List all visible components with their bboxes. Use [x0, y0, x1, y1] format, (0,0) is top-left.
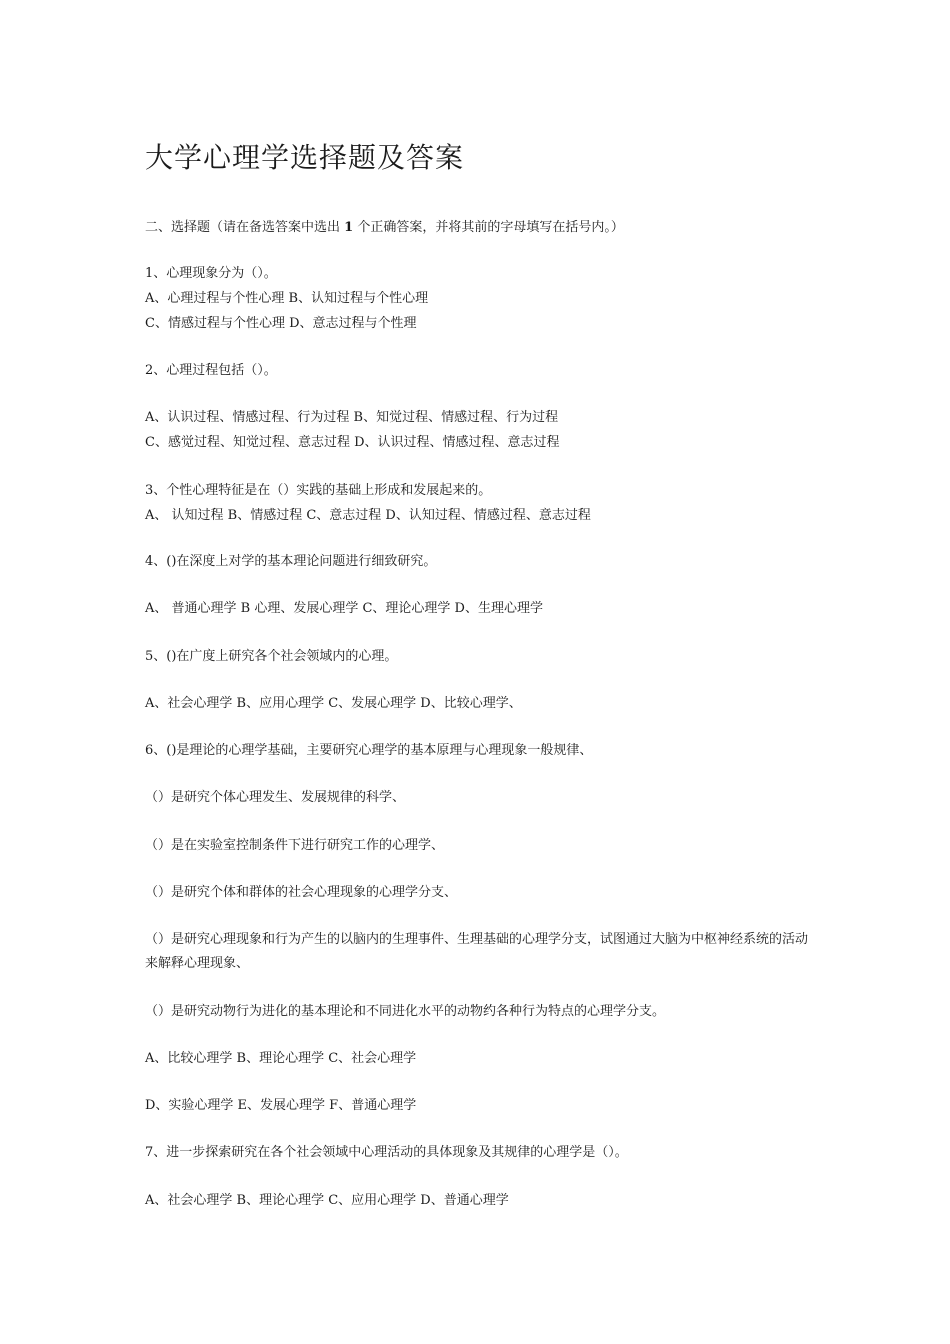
page-title: 大学心理学选择题及答案: [145, 141, 465, 174]
instructions-prefix: 二、选择题（请在备选答案中选出: [145, 220, 341, 235]
question-6-item-3: （）是在实验室控制条件下进行研究工作的心理学、: [145, 838, 445, 853]
question-4-options: A、 普通心理学 B 心理、发展心理学 C、理论心理学 D、生理心理学: [145, 601, 543, 616]
question-6: 6、()是理论的心理学基础，主要研究心理学的基本原理与心理现象一般规律、: [145, 743, 593, 758]
instructions-count: 1: [344, 220, 354, 235]
instructions: [145, 218, 624, 238]
question-5: 5、()在广度上研究各个社会领域内的心理。: [145, 649, 398, 664]
question-6-item-2: （）是研究个体心理发生、发展规律的科学、: [145, 790, 406, 805]
question-2-options-ab: A、认识过程、情感过程、行为过程 B、知觉过程、情感过程、行为过程: [145, 410, 559, 425]
question-5-options: A、社会心理学 B、应用心理学 C、发展心理学 D、比较心理学、: [145, 696, 522, 711]
question-6-options-def: D、实验心理学 E、发展心理学 F、普通心理学: [145, 1098, 417, 1113]
question-1-options-ab: A、心理过程与个性心理 B、认知过程与个性心理: [145, 291, 429, 306]
question-6-item-4: （）是研究个体和群体的社会心理现象的心理学分支、: [145, 885, 458, 900]
question-2-options-cd: C、感觉过程、知觉过程、意志过程 D、认识过程、情感过程、意志过程: [145, 435, 560, 450]
question-3: 3、个性心理特征是在（）实践的基础上形成和发展起来的。: [145, 483, 492, 498]
question-4: 4、()在深度上对学的基本理论问题进行细致研究。: [145, 554, 437, 569]
question-3-options: A、 认知过程 B、情感过程 C、意志过程 D、认知过程、情感过程、意志过程: [145, 508, 591, 523]
question-7-options: A、社会心理学 B、理论心理学 C、应用心理学 D、普通心理学: [145, 1193, 509, 1208]
question-6-options-abc: A、比较心理学 B、理论心理学 C、社会心理学: [145, 1051, 417, 1066]
question-7: 7、进一步探索研究在各个社会领域中心理活动的具体现象及其规律的心理学是（）。: [145, 1145, 628, 1160]
question-1: 1、心理现象分为（）。: [145, 266, 277, 281]
instructions-suffix: 个正确答案，并将其前的字母填写在括号内。）: [357, 220, 624, 235]
question-6-item-5: （）是研究心理现象和行为产生的以脑内的生理事件、生理基础的心理学分支，试图通过大脑为中枢神经系统的活动来解释心理现象、: [145, 932, 809, 971]
question-2: 2、心理过程包括（）。: [145, 363, 277, 378]
question-6-item-6: （）是研究动物行为进化的基本理论和不同进化水平的动物约各种行为特点的心理学分支。: [145, 1004, 666, 1019]
question-1-options-cd: C、情感过程与个性心理 D、意志过程与个性理: [145, 316, 417, 331]
